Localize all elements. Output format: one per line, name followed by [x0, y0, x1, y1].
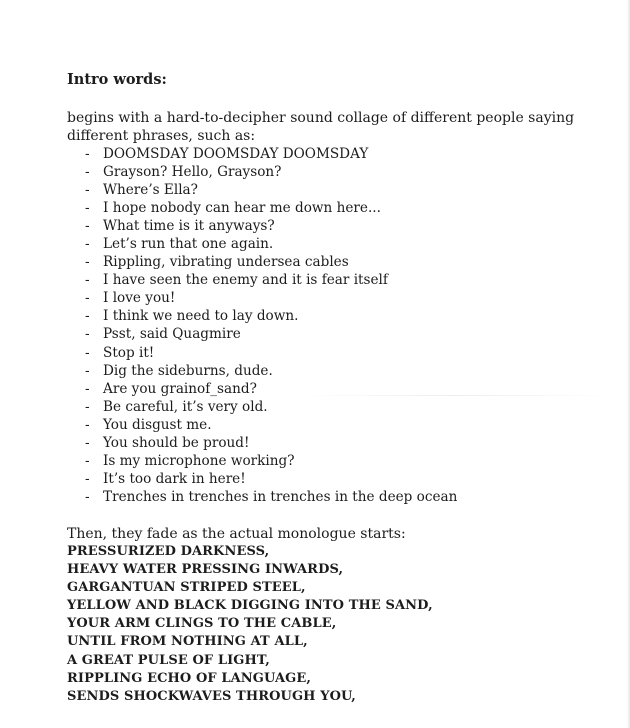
- intro-line-1: begins with a hard-to-decipher sound collage of different people saying: [67, 110, 575, 126]
- phrase-item: - You disgust me.: [67, 416, 612, 434]
- phrase-item: - It’s too dark in here!: [67, 470, 612, 488]
- intro-paragraph: [67, 109, 612, 145]
- monologue-line: RIPPLING ECHO OF LANGUAGE,: [67, 670, 312, 686]
- monologue-line: YELLOW AND BLACK DIGGING INTO THE SAND,: [67, 598, 433, 614]
- monologue-line: PRESSURIZED DARKNESS,: [67, 543, 270, 559]
- phrase-item: - Dig the sideburns, dude.: [67, 362, 612, 380]
- monologue-line: A GREAT PULSE OF LIGHT,: [67, 652, 270, 668]
- phrase-item: - I love you!: [67, 289, 612, 307]
- phrase-item: - DOOMSDAY DOOMSDAY DOOMSDAY: [67, 145, 612, 163]
- monologue-line: UNTIL FROM NOTHING AT ALL,: [67, 634, 308, 650]
- phrase-item: - Is my microphone working?: [67, 452, 612, 470]
- phrase-item: - Psst, said Quagmire: [67, 325, 612, 343]
- phrase-item: - Are you grainof_sand?: [67, 380, 612, 398]
- section-heading: Intro words:: [67, 71, 167, 88]
- monologue-line: YOUR ARM CLINGS TO THE CABLE,: [67, 616, 337, 632]
- phrase-item: - Be careful, it’s very old.: [67, 398, 612, 416]
- phrase-item: - I have seen the enemy and it is fear itself: [67, 271, 612, 289]
- phrase-item: - I think we need to lay down.: [67, 307, 612, 325]
- phrase-item: - Rippling, vibrating undersea cables: [67, 253, 612, 271]
- phrase-item: - Let’s run that one again.: [67, 235, 612, 253]
- transition-sentence: Then, they fade as the actual monologue starts:: [67, 525, 406, 542]
- monologue-line: SENDS SHOCKWAVES THROUGH YOU,: [67, 688, 356, 704]
- phrase-item: - Stop it!: [67, 344, 612, 362]
- intro-line-2: different phrases, such as:: [67, 128, 256, 144]
- phrase-item: - You should be proud!: [67, 434, 612, 452]
- phrase-item: - Trenches in trenches in trenches in the deep ocean: [67, 488, 612, 506]
- monologue-line: GARGANTUAN STRIPED STEEL,: [67, 580, 306, 596]
- phrase-list: [67, 145, 612, 506]
- monologue-block: [67, 543, 612, 706]
- monologue-line: HEAVY WATER PRESSING INWARDS,: [67, 562, 344, 578]
- document-body: [67, 71, 612, 706]
- phrase-item: - Grayson? Hello, Grayson?: [67, 163, 612, 181]
- phrase-item: - What time is it anyways?: [67, 217, 612, 235]
- phrase-item: - I hope nobody can hear me down here...: [67, 199, 612, 217]
- phrase-item: - Where’s Ella?: [67, 181, 612, 199]
